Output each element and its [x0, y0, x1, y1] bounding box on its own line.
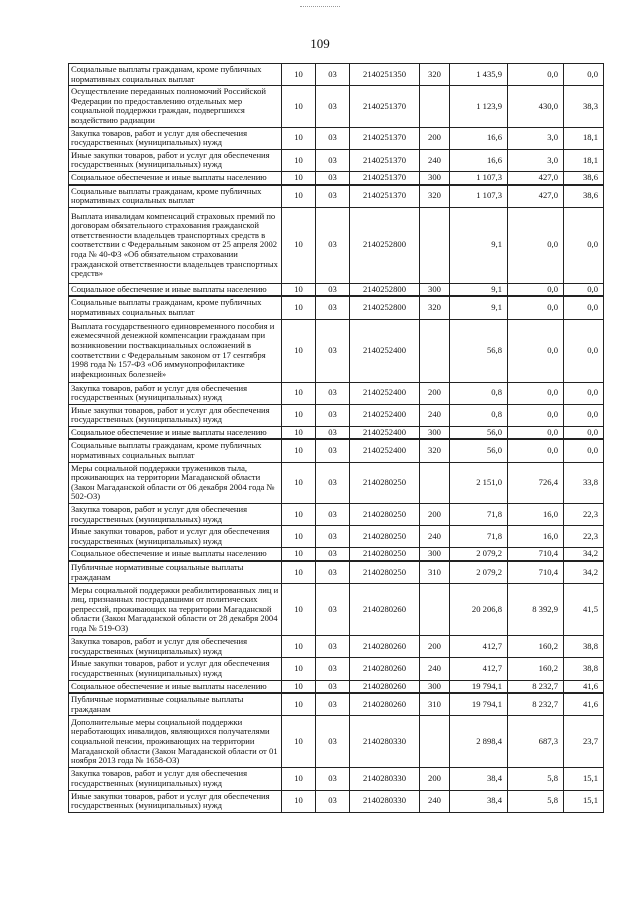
- cell-percent: 0,0: [564, 439, 604, 462]
- cell-expense-type: [420, 319, 450, 382]
- table-row: [69, 439, 604, 462]
- cell-percent: 18,1: [564, 127, 604, 149]
- cell-subsection: 03: [316, 526, 350, 548]
- cell-expense-type: [420, 584, 450, 636]
- cell-subsection: 03: [316, 283, 350, 296]
- cell-plan: 71,8: [450, 504, 508, 526]
- cell-plan: 9,1: [450, 296, 508, 319]
- cell-expense-type: 240: [420, 526, 450, 548]
- cell-expense-type: 200: [420, 127, 450, 149]
- cell-section: 10: [282, 716, 316, 768]
- table-row: [69, 426, 604, 439]
- cell-section: 10: [282, 693, 316, 716]
- cell-target-article: 2140252400: [350, 382, 420, 404]
- cell-plan: 56,0: [450, 426, 508, 439]
- table-row: [69, 64, 604, 86]
- cell-subsection: 03: [316, 561, 350, 584]
- cell-description: Иные закупки товаров, работ и услуг для обеспечения государственных (муниципальных) нужд: [69, 658, 282, 680]
- cell-actual: 0,0: [508, 426, 564, 439]
- cell-percent: 0,0: [564, 319, 604, 382]
- cell-subsection: 03: [316, 426, 350, 439]
- table-row: [69, 171, 604, 184]
- cell-section: 10: [282, 185, 316, 208]
- cell-subsection: 03: [316, 790, 350, 812]
- cell-actual: 3,0: [508, 149, 564, 171]
- cell-plan: 0,8: [450, 382, 508, 404]
- cell-subsection: 03: [316, 504, 350, 526]
- cell-percent: 22,3: [564, 526, 604, 548]
- cell-percent: 38,8: [564, 658, 604, 680]
- cell-description: Иные закупки товаров, работ и услуг для обеспечения государственных (муниципальных) нужд: [69, 149, 282, 171]
- cell-percent: 0,0: [564, 404, 604, 426]
- budget-table: [68, 63, 604, 813]
- cell-plan: 9,1: [450, 283, 508, 296]
- cell-percent: 0,0: [564, 296, 604, 319]
- cell-actual: 160,2: [508, 658, 564, 680]
- cell-target-article: 2140252800: [350, 296, 420, 319]
- cell-plan: 2 079,2: [450, 548, 508, 561]
- cell-target-article: 2140251350: [350, 64, 420, 86]
- cell-section: 10: [282, 768, 316, 790]
- cell-description: Социальное обеспечение и иные выплаты населению: [69, 171, 282, 184]
- cell-expense-type: 240: [420, 790, 450, 812]
- cell-actual: 427,0: [508, 171, 564, 184]
- cell-target-article: 2140251370: [350, 127, 420, 149]
- cell-target-article: 2140280330: [350, 768, 420, 790]
- cell-percent: 38,6: [564, 171, 604, 184]
- cell-subsection: 03: [316, 768, 350, 790]
- cell-description: Закупка товаров, работ и услуг для обеспечения государственных (муниципальных) нужд: [69, 504, 282, 526]
- cell-expense-type: 310: [420, 561, 450, 584]
- cell-description: Закупка товаров, работ и услуг для обеспечения государственных (муниципальных) нужд: [69, 127, 282, 149]
- cell-section: 10: [282, 658, 316, 680]
- cell-percent: 41,6: [564, 680, 604, 693]
- cell-description: Иные закупки товаров, работ и услуг для обеспечения государственных (муниципальных) нужд: [69, 526, 282, 548]
- cell-actual: 710,4: [508, 561, 564, 584]
- page-number: 109: [310, 36, 330, 51]
- table-row: [69, 548, 604, 561]
- table-row: [69, 636, 604, 658]
- cell-description: Публичные нормативные социальные выплаты гражданам: [69, 693, 282, 716]
- cell-section: 10: [282, 207, 316, 283]
- cell-plan: 38,4: [450, 790, 508, 812]
- table-row: [69, 658, 604, 680]
- cell-target-article: 2140280330: [350, 790, 420, 812]
- cell-actual: 160,2: [508, 636, 564, 658]
- cell-target-article: 2140280260: [350, 584, 420, 636]
- cell-expense-type: 200: [420, 636, 450, 658]
- cell-subsection: 03: [316, 207, 350, 283]
- cell-subsection: 03: [316, 64, 350, 86]
- cell-target-article: 2140252800: [350, 207, 420, 283]
- table-row: [69, 185, 604, 208]
- cell-section: 10: [282, 548, 316, 561]
- cell-section: 10: [282, 283, 316, 296]
- cell-percent: 18,1: [564, 149, 604, 171]
- table-row: [69, 526, 604, 548]
- cell-plan: 56,0: [450, 439, 508, 462]
- cell-section: 10: [282, 504, 316, 526]
- cell-percent: 22,3: [564, 504, 604, 526]
- cell-plan: 412,7: [450, 658, 508, 680]
- cell-actual: 0,0: [508, 382, 564, 404]
- table-row: [69, 768, 604, 790]
- cell-expense-type: [420, 86, 450, 127]
- cell-section: 10: [282, 439, 316, 462]
- cell-target-article: 2140280250: [350, 504, 420, 526]
- cell-section: 10: [282, 584, 316, 636]
- cell-description: Выплата государственного единовременного пособия и ежемесячной денежной компенсации гражданам при возникновении поствакцинальных осложнений в соответствии с Федеральным законом от 17 сентября 1998 года № 157-ФЗ «Об иммунопрофилактике инфекционных болезней»: [69, 319, 282, 382]
- cell-expense-type: 200: [420, 768, 450, 790]
- cell-expense-type: 320: [420, 439, 450, 462]
- cell-plan: 412,7: [450, 636, 508, 658]
- cell-section: 10: [282, 171, 316, 184]
- table-row: [69, 382, 604, 404]
- cell-actual: 687,3: [508, 716, 564, 768]
- table-row: [69, 462, 604, 503]
- cell-subsection: 03: [316, 658, 350, 680]
- cell-description: Закупка товаров, работ и услуг для обеспечения государственных (муниципальных) нужд: [69, 382, 282, 404]
- cell-target-article: 2140252400: [350, 439, 420, 462]
- cell-target-article: 2140280260: [350, 658, 420, 680]
- cell-percent: 23,7: [564, 716, 604, 768]
- cell-target-article: 2140280260: [350, 693, 420, 716]
- cell-description: Иные закупки товаров, работ и услуг для обеспечения государственных (муниципальных) нужд: [69, 790, 282, 812]
- cell-target-article: 2140280250: [350, 462, 420, 503]
- cell-plan: 19 794,1: [450, 680, 508, 693]
- cell-plan: 19 794,1: [450, 693, 508, 716]
- cell-section: 10: [282, 680, 316, 693]
- table-row: [69, 504, 604, 526]
- cell-plan: 20 206,8: [450, 584, 508, 636]
- cell-subsection: 03: [316, 404, 350, 426]
- table-row: [69, 716, 604, 768]
- cell-target-article: 2140280260: [350, 636, 420, 658]
- cell-target-article: 2140252400: [350, 319, 420, 382]
- cell-actual: 0,0: [508, 404, 564, 426]
- cell-expense-type: 320: [420, 296, 450, 319]
- cell-description: Иные закупки товаров, работ и услуг для обеспечения государственных (муниципальных) нужд: [69, 404, 282, 426]
- cell-expense-type: 200: [420, 504, 450, 526]
- cell-actual: 0,0: [508, 296, 564, 319]
- cell-target-article: 2140280330: [350, 716, 420, 768]
- cell-subsection: 03: [316, 716, 350, 768]
- cell-expense-type: 300: [420, 548, 450, 561]
- cell-section: 10: [282, 404, 316, 426]
- cell-section: 10: [282, 426, 316, 439]
- cell-plan: 1 107,3: [450, 185, 508, 208]
- cell-percent: 41,6: [564, 693, 604, 716]
- table-row: [69, 680, 604, 693]
- cell-percent: 34,2: [564, 548, 604, 561]
- cell-target-article: 2140251370: [350, 86, 420, 127]
- cell-section: 10: [282, 296, 316, 319]
- cell-description: Закупка товаров, работ и услуг для обеспечения государственных (муниципальных) нужд: [69, 636, 282, 658]
- cell-plan: 2 898,4: [450, 716, 508, 768]
- cell-plan: 0,8: [450, 404, 508, 426]
- cell-description: Дополнительные меры социальной поддержки неработающих инвалидов, являющихся получателями социальной пенсии, проживающих на территории Магаданской области (Закон Магаданской области от 01 ноября 2013 года № 1658-ОЗ): [69, 716, 282, 768]
- cell-percent: 34,2: [564, 561, 604, 584]
- cell-plan: 1 107,3: [450, 171, 508, 184]
- cell-percent: 38,8: [564, 636, 604, 658]
- cell-target-article: 2140252400: [350, 426, 420, 439]
- cell-target-article: 2140251370: [350, 185, 420, 208]
- cell-subsection: 03: [316, 296, 350, 319]
- cell-percent: 38,6: [564, 185, 604, 208]
- cell-section: 10: [282, 636, 316, 658]
- cell-plan: 56,8: [450, 319, 508, 382]
- cell-expense-type: 240: [420, 149, 450, 171]
- cell-subsection: 03: [316, 548, 350, 561]
- table-row: [69, 790, 604, 812]
- cell-actual: 16,0: [508, 504, 564, 526]
- cell-subsection: 03: [316, 693, 350, 716]
- table-row: [69, 296, 604, 319]
- cell-actual: 0,0: [508, 439, 564, 462]
- table-row: [69, 584, 604, 636]
- cell-description: Социальное обеспечение и иные выплаты населению: [69, 426, 282, 439]
- cell-section: 10: [282, 382, 316, 404]
- scan-artifact: [300, 6, 340, 10]
- cell-description: Социальное обеспечение и иные выплаты населению: [69, 283, 282, 296]
- cell-expense-type: 300: [420, 171, 450, 184]
- cell-plan: 71,8: [450, 526, 508, 548]
- cell-expense-type: 240: [420, 404, 450, 426]
- cell-percent: 0,0: [564, 64, 604, 86]
- cell-subsection: 03: [316, 636, 350, 658]
- cell-expense-type: [420, 716, 450, 768]
- cell-actual: 427,0: [508, 185, 564, 208]
- cell-actual: 0,0: [508, 283, 564, 296]
- cell-actual: 3,0: [508, 127, 564, 149]
- cell-description: Меры социальной поддержки реабилитированных лиц и лиц, признанных пострадавшими от политических репрессий, проживающих на территории Магаданской области (Закон Магаданской области от 28 декабря 2004 года № 519-ОЗ): [69, 584, 282, 636]
- cell-section: 10: [282, 462, 316, 503]
- cell-plan: 38,4: [450, 768, 508, 790]
- cell-section: 10: [282, 790, 316, 812]
- cell-expense-type: [420, 207, 450, 283]
- cell-percent: 0,0: [564, 382, 604, 404]
- cell-description: Социальное обеспечение и иные выплаты населению: [69, 548, 282, 561]
- cell-expense-type: 300: [420, 426, 450, 439]
- cell-target-article: 2140280250: [350, 548, 420, 561]
- cell-subsection: 03: [316, 382, 350, 404]
- table-row: [69, 149, 604, 171]
- cell-percent: 0,0: [564, 283, 604, 296]
- table-row: [69, 283, 604, 296]
- cell-actual: 0,0: [508, 207, 564, 283]
- cell-percent: 38,3: [564, 86, 604, 127]
- cell-plan: 16,6: [450, 127, 508, 149]
- cell-plan: 2 079,2: [450, 561, 508, 584]
- cell-description: Публичные нормативные социальные выплаты гражданам: [69, 561, 282, 584]
- cell-target-article: 2140252400: [350, 404, 420, 426]
- cell-section: 10: [282, 319, 316, 382]
- cell-description: Социальные выплаты гражданам, кроме публичных нормативных социальных выплат: [69, 185, 282, 208]
- cell-expense-type: 310: [420, 693, 450, 716]
- table-row: [69, 561, 604, 584]
- cell-description: Закупка товаров, работ и услуг для обеспечения государственных (муниципальных) нужд: [69, 768, 282, 790]
- cell-subsection: 03: [316, 584, 350, 636]
- cell-subsection: 03: [316, 439, 350, 462]
- cell-plan: 2 151,0: [450, 462, 508, 503]
- table-row: [69, 207, 604, 283]
- cell-actual: 8 392,9: [508, 584, 564, 636]
- cell-description: Социальные выплаты гражданам, кроме публичных нормативных социальных выплат: [69, 296, 282, 319]
- cell-percent: 15,1: [564, 790, 604, 812]
- cell-actual: 16,0: [508, 526, 564, 548]
- cell-expense-type: 300: [420, 680, 450, 693]
- cell-actual: 430,0: [508, 86, 564, 127]
- table-row: [69, 404, 604, 426]
- cell-subsection: 03: [316, 127, 350, 149]
- cell-actual: 726,4: [508, 462, 564, 503]
- cell-plan: 1 123,9: [450, 86, 508, 127]
- cell-actual: 8 232,7: [508, 693, 564, 716]
- cell-expense-type: 320: [420, 185, 450, 208]
- cell-subsection: 03: [316, 171, 350, 184]
- cell-section: 10: [282, 149, 316, 171]
- cell-target-article: 2140280250: [350, 526, 420, 548]
- cell-percent: 15,1: [564, 768, 604, 790]
- cell-description: Меры социальной поддержки тружеников тыла, проживающих на территории Магаданской области (Закон Магаданской области от 06 декабря 2004 года № 502-ОЗ): [69, 462, 282, 503]
- cell-description: Выплата инвалидам компенсаций страховых премий по договорам обязательного страхования гражданской ответственности владельцев транспортных средств в соответствии с Федеральным законом от 25 апреля 2002 года № 40-ФЗ «Об обязательном страховании гражданской ответственности владельцев транспортных средств»: [69, 207, 282, 283]
- cell-expense-type: 240: [420, 658, 450, 680]
- cell-subsection: 03: [316, 185, 350, 208]
- cell-description: Социальное обеспечение и иные выплаты населению: [69, 680, 282, 693]
- cell-percent: 0,0: [564, 207, 604, 283]
- cell-target-article: 2140252800: [350, 283, 420, 296]
- table-row: [69, 693, 604, 716]
- cell-expense-type: 200: [420, 382, 450, 404]
- cell-actual: 0,0: [508, 64, 564, 86]
- cell-plan: 9,1: [450, 207, 508, 283]
- cell-description: Социальные выплаты гражданам, кроме публичных нормативных социальных выплат: [69, 64, 282, 86]
- cell-percent: 41,5: [564, 584, 604, 636]
- table-row: [69, 86, 604, 127]
- cell-expense-type: 320: [420, 64, 450, 86]
- cell-target-article: 2140251370: [350, 149, 420, 171]
- cell-section: 10: [282, 86, 316, 127]
- cell-section: 10: [282, 526, 316, 548]
- cell-subsection: 03: [316, 680, 350, 693]
- table-body: [69, 64, 604, 813]
- cell-plan: 1 435,9: [450, 64, 508, 86]
- cell-section: 10: [282, 64, 316, 86]
- cell-target-article: 2140280260: [350, 680, 420, 693]
- cell-actual: 8 232,7: [508, 680, 564, 693]
- cell-description: Осуществление переданных полномочий Российской Федерации по предоставлению отдельных мер социальной поддержки граждан, подвергшихся воздействию радиации: [69, 86, 282, 127]
- cell-target-article: 2140280250: [350, 561, 420, 584]
- cell-target-article: 2140251370: [350, 171, 420, 184]
- cell-subsection: 03: [316, 149, 350, 171]
- cell-actual: 710,4: [508, 548, 564, 561]
- cell-subsection: 03: [316, 319, 350, 382]
- cell-expense-type: 300: [420, 283, 450, 296]
- cell-description: Социальные выплаты гражданам, кроме публичных нормативных социальных выплат: [69, 439, 282, 462]
- table-row: [69, 127, 604, 149]
- cell-section: 10: [282, 127, 316, 149]
- cell-percent: 0,0: [564, 426, 604, 439]
- cell-section: 10: [282, 561, 316, 584]
- cell-expense-type: [420, 462, 450, 503]
- cell-percent: 33,8: [564, 462, 604, 503]
- cell-subsection: 03: [316, 86, 350, 127]
- cell-plan: 16,6: [450, 149, 508, 171]
- table-row: [69, 319, 604, 382]
- cell-actual: 5,8: [508, 768, 564, 790]
- cell-actual: 0,0: [508, 319, 564, 382]
- cell-subsection: 03: [316, 462, 350, 503]
- cell-actual: 5,8: [508, 790, 564, 812]
